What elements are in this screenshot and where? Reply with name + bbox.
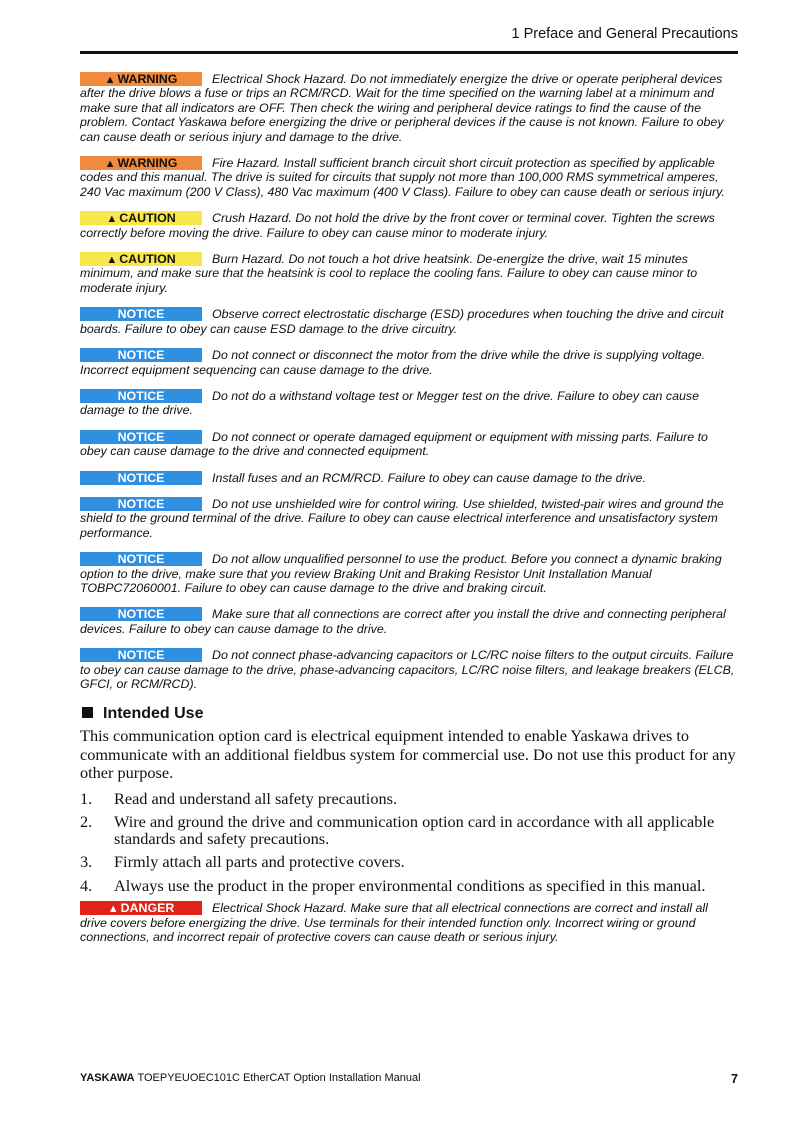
safety-message [80, 348, 738, 377]
message-text: Do not connect or disconnect the motor from the drive while the drive is supplying voltage. Incorrect equipment sequencing can cause damage to the drive. [80, 348, 706, 377]
safety-message [80, 471, 738, 485]
warning-badge: ▲ WARNING [80, 72, 202, 86]
message-text: Do not connect or operate damaged equipment or equipment with missing parts. Failure to obey can cause damage to the drive and connected equipment. [80, 429, 708, 459]
list-number: 4. [80, 875, 93, 895]
safety-message [80, 211, 738, 240]
page-content [80, 72, 738, 957]
safety-message [80, 648, 738, 691]
notice-badge: NOTICE [80, 497, 202, 511]
list-text: Wire and ground the drive and communication option card in accordance with all applicable standards and safety precautions. [114, 812, 715, 848]
list-text: Read and understand all safety precautions. [114, 788, 398, 808]
message-text: Electrical Shock Hazard. Do not immediately energize the drive or operate peripheral devices after the drive blows a fuse or trips an RCM/RCD. Wait for the time specified on the warning label at a minimum and make sure that all indicators are OFF. Then check the wiring and peripheral device ratings to find the cause of the problem. Contact Yaskawa before energizing the drive or peripheral devices if the cause is not known. Failure to obey can cause death or serious injury and damage to the drive. [80, 72, 724, 144]
numbered-list [80, 788, 738, 895]
header-title: 1 Preface and General Precautions [511, 26, 738, 42]
header-rule [80, 51, 738, 54]
safety-message [80, 430, 738, 459]
warning-triangle-icon: ▲ [106, 254, 118, 267]
list-item [80, 788, 738, 808]
notice-badge: NOTICE [80, 389, 202, 403]
section-heading [80, 705, 738, 723]
list-text: Always use the product in the proper environmental conditions as specified in this manual. [114, 875, 706, 895]
warning-triangle-icon: ▲ [104, 74, 116, 86]
caution-badge: ▲ CAUTION [80, 252, 202, 266]
warning-badge: ▲ WARNING [80, 156, 202, 170]
message-text: Electrical Shock Hazard. Make sure that all electrical connections are correct and install all drive covers before energizing the drive. Use terminals for their intended function only. Incorrect wiring or ground connections, and incorrect repair of protective covers can cause death or serious injury. [80, 901, 708, 945]
notice-badge: NOTICE [80, 348, 202, 362]
message-text: Install fuses and an RCM/RCD. Failure to obey can cause damage to the drive. [212, 470, 646, 485]
section-title: Intended Use [103, 705, 204, 723]
message-text: Do not use unshielded wire for control wiring. Use shielded, twisted-pair wires and ground the shield to the ground terminal of the drive. Failure to obey can cause electrical interference and unsatisfactory system performance. [80, 496, 724, 540]
list-number: 2. [80, 812, 93, 832]
page-footer [80, 1072, 738, 1086]
message-text: Make sure that all connections are correct after you install the drive and connecting peripheral devices. Failure to obey can cause damage to the drive. [80, 607, 726, 636]
safety-message [80, 72, 738, 144]
notice-badge: NOTICE [80, 307, 202, 321]
square-bullet-icon [82, 707, 93, 718]
message-text: Observe correct electrostatic discharge (ESD) procedures when touching the drive and circuit boards. Failure to obey can cause ESD damage to the drive circuitry. [80, 307, 724, 336]
message-text: Do not connect phase-advancing capacitors or LC/RC noise filters to the output circuits. Failure to obey can cause damage to the drive, phase-advancing capacitors, LC/RC noise filters, and leakage breakers (ELCB, GFCI, or RCM/RCD). [80, 648, 735, 691]
safety-message [80, 389, 738, 418]
notice-badge: NOTICE [80, 552, 202, 566]
footer-manual [80, 1072, 421, 1086]
list-item [80, 814, 738, 847]
safety-message [80, 307, 738, 336]
safety-message [80, 607, 738, 636]
list-text: Firmly attach all parts and protective covers. [114, 852, 405, 872]
notice-badge: NOTICE [80, 471, 202, 485]
footer-brand: YASKAWA [80, 1072, 135, 1084]
warning-triangle-icon: ▲ [106, 213, 118, 226]
message-text: Do not do a withstand voltage test or Megger test on the drive. Failure to obey can cause damage to the drive. [80, 388, 699, 418]
list-item [80, 854, 738, 871]
list-number: 3. [80, 852, 93, 872]
notice-badge: NOTICE [80, 430, 202, 444]
list-item [80, 875, 738, 895]
notice-badge: NOTICE [80, 648, 202, 662]
danger-message [80, 901, 738, 944]
footer-manual-title: TOEPYEUOEC101C EtherCAT Option Installation Manual [137, 1072, 421, 1084]
safety-message [80, 156, 738, 199]
intended-use-paragraph: This communication option card is electrical equipment intended to enable Yaskawa drives to communicate with an additional fieldbus system for commercial use. Do not use this product for any other purpose. [80, 726, 736, 783]
warning-triangle-icon: ▲ [107, 903, 119, 916]
message-text: Burn Hazard. Do not touch a hot drive heatsink. De-energize the drive, wait 15 minutes minimum, and make sure that the heatsink is cool to replace the cooling fans. Failure to obey can cause minor to moderate injury. [80, 252, 698, 295]
message-text: Fire Hazard. Install sufficient branch circuit short circuit protection as specified by applicable codes and this manual. The drive is suited for circuits that supply not more than 100,000 RMS symmetrical amperes, 240 Vac maximum (200 V Class), 480 Vac maximum (400 V Class). Failure to obey can cause death or serious injury. [80, 156, 725, 199]
caution-badge: ▲ CAUTION [80, 211, 202, 225]
list-number: 1. [80, 788, 93, 808]
notice-badge: NOTICE [80, 607, 202, 621]
safety-message [80, 252, 738, 295]
page-header [80, 26, 738, 42]
message-text: Crush Hazard. Do not hold the drive by the front cover or terminal cover. Tighten the screws correctly before moving the drive. Failure to obey can cause minor to moderate injury. [80, 211, 715, 240]
danger-badge: ▲ DANGER [80, 901, 202, 915]
safety-message [80, 497, 738, 540]
safety-message [80, 552, 738, 595]
warning-triangle-icon: ▲ [104, 158, 116, 171]
message-text: Do not allow unqualified personnel to use the product. Before you connect a dynamic braking option to the drive, make sure that you review Braking Unit and Braking Resistor Unit Installation Manual TOBPC72060001. Failure to obey can cause damage to the drive and braking circuit. [80, 552, 722, 595]
page-number: 7 [731, 1072, 738, 1086]
